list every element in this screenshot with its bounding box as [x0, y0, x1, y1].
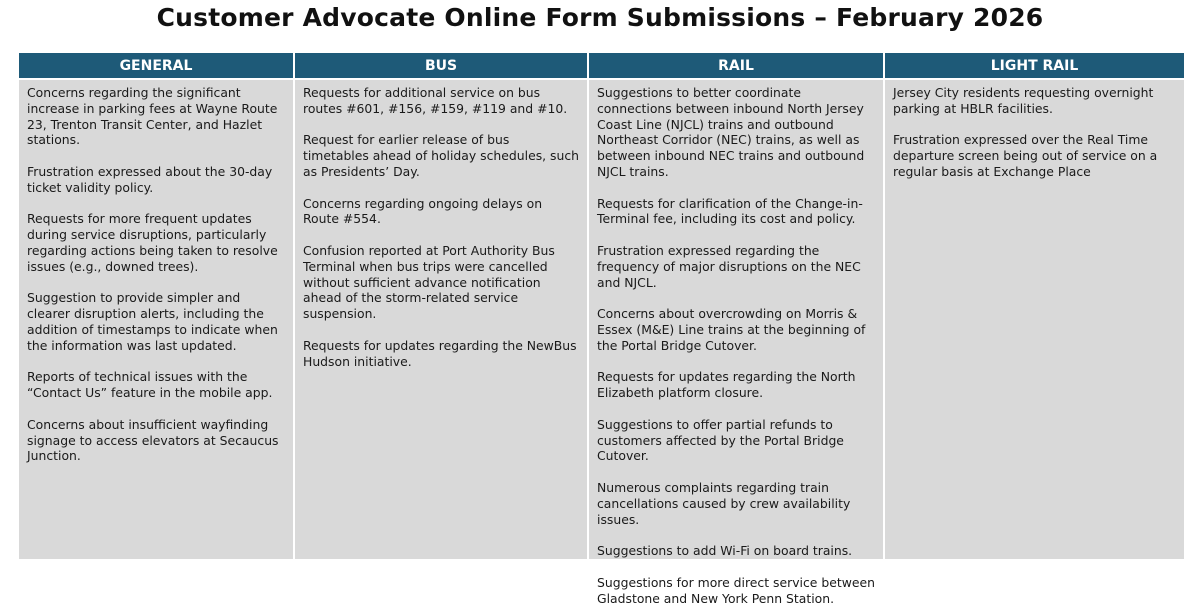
list-item: Concerns regarding ongoing delays on Route #554. [303, 195, 543, 227]
list-item: Requests for more frequent updates during service disruptions, particularly regarding actions being taken to resolve issues (e.g., downed trees). [27, 211, 278, 274]
column-header-light-rail: LIGHT RAIL [885, 53, 1184, 78]
list-item: Concerns regarding the significant increase in parking fees at Wayne Route 23, Trenton Transit Center, and Hazlet stations. [27, 85, 278, 148]
list-item: Requests for clarification of the Change-in-Terminal fee, including its cost and policy. [597, 195, 863, 227]
list-item: Numerous complaints regarding train cancellations caused by crew availability issues. [597, 479, 851, 527]
list-item: Concerns about overcrowding on Morris & Essex (M&E) Line trains at the beginning of the Portal Bridge Cutover. [597, 306, 866, 353]
submissions-table [19, 53, 1184, 606]
list-item: Reports of technical issues with the “Contact Us” feature in the mobile app. [27, 369, 273, 401]
column-header-rail: RAIL [589, 53, 885, 78]
list-item: Request for earlier release of bus timetables ahead of holiday schedules, such as Presidents’ Day. [303, 132, 580, 179]
column-light-rail [885, 78, 1184, 559]
list-item: Confusion reported at Port Authority Bus Terminal when bus trips were cancelled without sufficient advance notification ahead of the storm-related service suspension. [303, 242, 555, 322]
list-item: Requests for additional service on bus routes #601, #156, #159, #119 and #10. [303, 85, 568, 116]
list-item: Concerns about insufficient wayfinding signage to access elevators at Secaucus Junction. [27, 416, 279, 464]
list-item: Suggestions to add Wi-Fi on board trains. [597, 543, 853, 559]
list-item: Suggestions to better coordinate connections between inbound North Jersey Coast Line (NJCL) trains and outbound Northeast Corridor (NEC) trains, as well as between inbound NEC trains and outbound NJCL trains. [597, 85, 865, 179]
page-title: Customer Advocate Online Form Submissions – February 2026 [156, 3, 1044, 32]
column-rail [589, 78, 885, 606]
list-item: Frustration expressed over the Real Time departure screen being out of service on a regular basis at Exchange Place [893, 132, 1158, 179]
column-header-general: GENERAL [19, 53, 295, 78]
list-item: Requests for updates regarding the NewBus Hudson initiative. [303, 337, 577, 369]
list-item: Suggestions to offer partial refunds to customers affected by the Portal Bridge Cutover. [597, 416, 844, 464]
column-header-bus: BUS [295, 53, 589, 78]
list-item: Requests for updates regarding the North Elizabeth platform closure. [597, 369, 856, 401]
list-item: Suggestions for more direct service between Gladstone and New York Penn Station. [597, 574, 875, 606]
list-item: Jersey City residents requesting overnight parking at HBLR facilities. [893, 85, 1154, 116]
column-bus [295, 78, 589, 559]
list-item: Frustration expressed regarding the frequency of major disruptions on the NEC and NJCL. [597, 242, 861, 290]
column-general [19, 78, 295, 559]
list-item: Suggestion to provide simpler and clearer disruption alerts, including the addition of timestamps to indicate when the information was last updated. [27, 290, 278, 353]
list-item: Frustration expressed about the 30-day ticket validity policy. [27, 163, 273, 195]
